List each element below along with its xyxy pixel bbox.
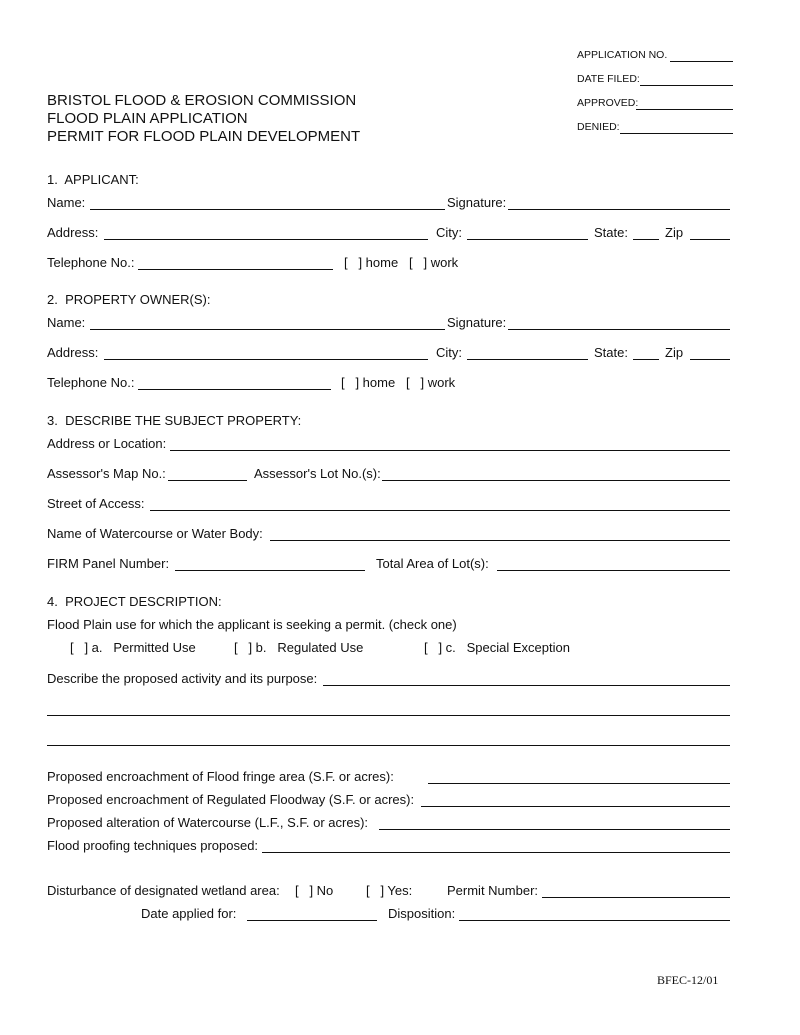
applicant-state-label: State: (594, 225, 628, 240)
applicant-address-label: Address: (47, 225, 99, 240)
applicant-zip-field[interactable] (690, 239, 730, 240)
alteration-label: Proposed alteration of Watercourse (L.F., S.F. or acres): (47, 815, 369, 830)
date-filed-field[interactable] (640, 85, 733, 86)
applicant-signature-field[interactable] (508, 209, 730, 210)
option-regulated-use[interactable]: [ ] b. Regulated Use (234, 640, 364, 655)
applicant-name-label: Name: (47, 195, 86, 210)
floodproofing-label: Flood proofing techniques proposed: (47, 838, 259, 853)
address-location-label: Address or Location: (47, 436, 167, 451)
option-special-exception[interactable]: [ ] c. Special Exception (424, 640, 570, 655)
owner-state-label: State: (594, 345, 628, 360)
floodway-label: Proposed encroachment of Regulated Floodway (S.F. or acres): (47, 792, 415, 807)
owner-name-label: Name: (47, 315, 86, 330)
owner-city-label: City: (436, 345, 462, 360)
owner-zip-label: Zip (665, 345, 684, 360)
map-no-field[interactable] (168, 480, 247, 481)
owner-city-field[interactable] (467, 359, 588, 360)
describe-field-line-2[interactable] (47, 715, 730, 716)
applicant-signature-label: Signature: (447, 195, 507, 210)
owner-signature-field[interactable] (508, 329, 730, 330)
permit-number-label: Permit Number: (447, 883, 539, 898)
describe-field-line-3[interactable] (47, 745, 730, 746)
describe-field[interactable] (323, 685, 730, 686)
disposition-label: Disposition: (388, 906, 456, 921)
owner-telephone-field[interactable] (138, 389, 331, 390)
alteration-field[interactable] (379, 829, 730, 830)
title-line-1: BRISTOL FLOOD & EROSION COMMISSION (47, 92, 357, 109)
option-permitted-use[interactable]: [ ] a. Permitted Use (70, 640, 196, 655)
applicant-city-label: City: (436, 225, 462, 240)
section-2-heading: 2. PROPERTY OWNER(S): (47, 292, 211, 307)
title-line-2: FLOOD PLAIN APPLICATION (47, 110, 248, 127)
wetland-label: Disturbance of designated wetland area: (47, 883, 280, 898)
approved-label: APPROVED: (577, 97, 639, 109)
address-location-field[interactable] (170, 450, 730, 451)
denied-label: DENIED: (577, 121, 620, 133)
applicant-name-field[interactable] (90, 209, 445, 210)
approved-field[interactable] (636, 109, 733, 110)
application-no-label: APPLICATION NO. (577, 49, 668, 61)
wetland-yes-checkbox[interactable]: [ ] Yes: (366, 883, 413, 898)
wetland-no-checkbox[interactable]: [ ] No (295, 883, 334, 898)
lot-no-label: Assessor's Lot No.(s): (254, 466, 381, 481)
date-applied-label: Date applied for: (141, 906, 237, 921)
applicant-telephone-field[interactable] (138, 269, 333, 270)
street-access-label: Street of Access: (47, 496, 145, 511)
watercourse-field[interactable] (270, 540, 730, 541)
floodway-field[interactable] (421, 806, 730, 807)
use-prompt: Flood Plain use for which the applicant is seeking a permit. (check one) (47, 617, 457, 632)
total-area-field[interactable] (497, 570, 730, 571)
fringe-field[interactable] (428, 783, 730, 784)
street-access-field[interactable] (150, 510, 730, 511)
applicant-state-field[interactable] (633, 239, 659, 240)
floodproofing-field[interactable] (262, 852, 730, 853)
map-no-label: Assessor's Map No.: (47, 466, 166, 481)
title-line-3: PERMIT FOR FLOOD PLAIN DEVELOPMENT (47, 128, 361, 145)
owner-address-field[interactable] (104, 359, 428, 360)
form-code: BFEC-12/01 (657, 973, 719, 987)
application-no-field[interactable] (670, 61, 733, 62)
fringe-label: Proposed encroachment of Flood fringe area (S.F. or acres): (47, 769, 394, 784)
firm-panel-field[interactable] (175, 570, 365, 571)
denied-field[interactable] (620, 133, 733, 134)
applicant-city-field[interactable] (467, 239, 588, 240)
permit-number-field[interactable] (542, 897, 730, 898)
owner-phone-type-checkboxes[interactable]: [ ] home [ ] work (341, 375, 456, 390)
applicant-phone-type-checkboxes[interactable]: [ ] home [ ] work (344, 255, 459, 270)
section-4-heading: 4. PROJECT DESCRIPTION: (47, 594, 222, 609)
applicant-address-field[interactable] (104, 239, 428, 240)
owner-zip-field[interactable] (690, 359, 730, 360)
owner-address-label: Address: (47, 345, 99, 360)
owner-telephone-label: Telephone No.: (47, 375, 135, 390)
owner-signature-label: Signature: (447, 315, 507, 330)
section-1-heading: 1. APPLICANT: (47, 172, 139, 187)
disposition-field[interactable] (459, 920, 730, 921)
date-applied-field[interactable] (247, 920, 377, 921)
firm-panel-label: FIRM Panel Number: (47, 556, 170, 571)
watercourse-label: Name of Watercourse or Water Body: (47, 526, 263, 541)
applicant-zip-label: Zip (665, 225, 684, 240)
section-3-heading: 3. DESCRIBE THE SUBJECT PROPERTY: (47, 413, 302, 428)
owner-state-field[interactable] (633, 359, 659, 360)
total-area-label: Total Area of Lot(s): (376, 556, 489, 571)
lot-no-field[interactable] (382, 480, 730, 481)
applicant-telephone-label: Telephone No.: (47, 255, 135, 270)
owner-name-field[interactable] (90, 329, 445, 330)
describe-label: Describe the proposed activity and its purpose: (47, 671, 318, 686)
date-filed-label: DATE FILED: (577, 73, 640, 85)
